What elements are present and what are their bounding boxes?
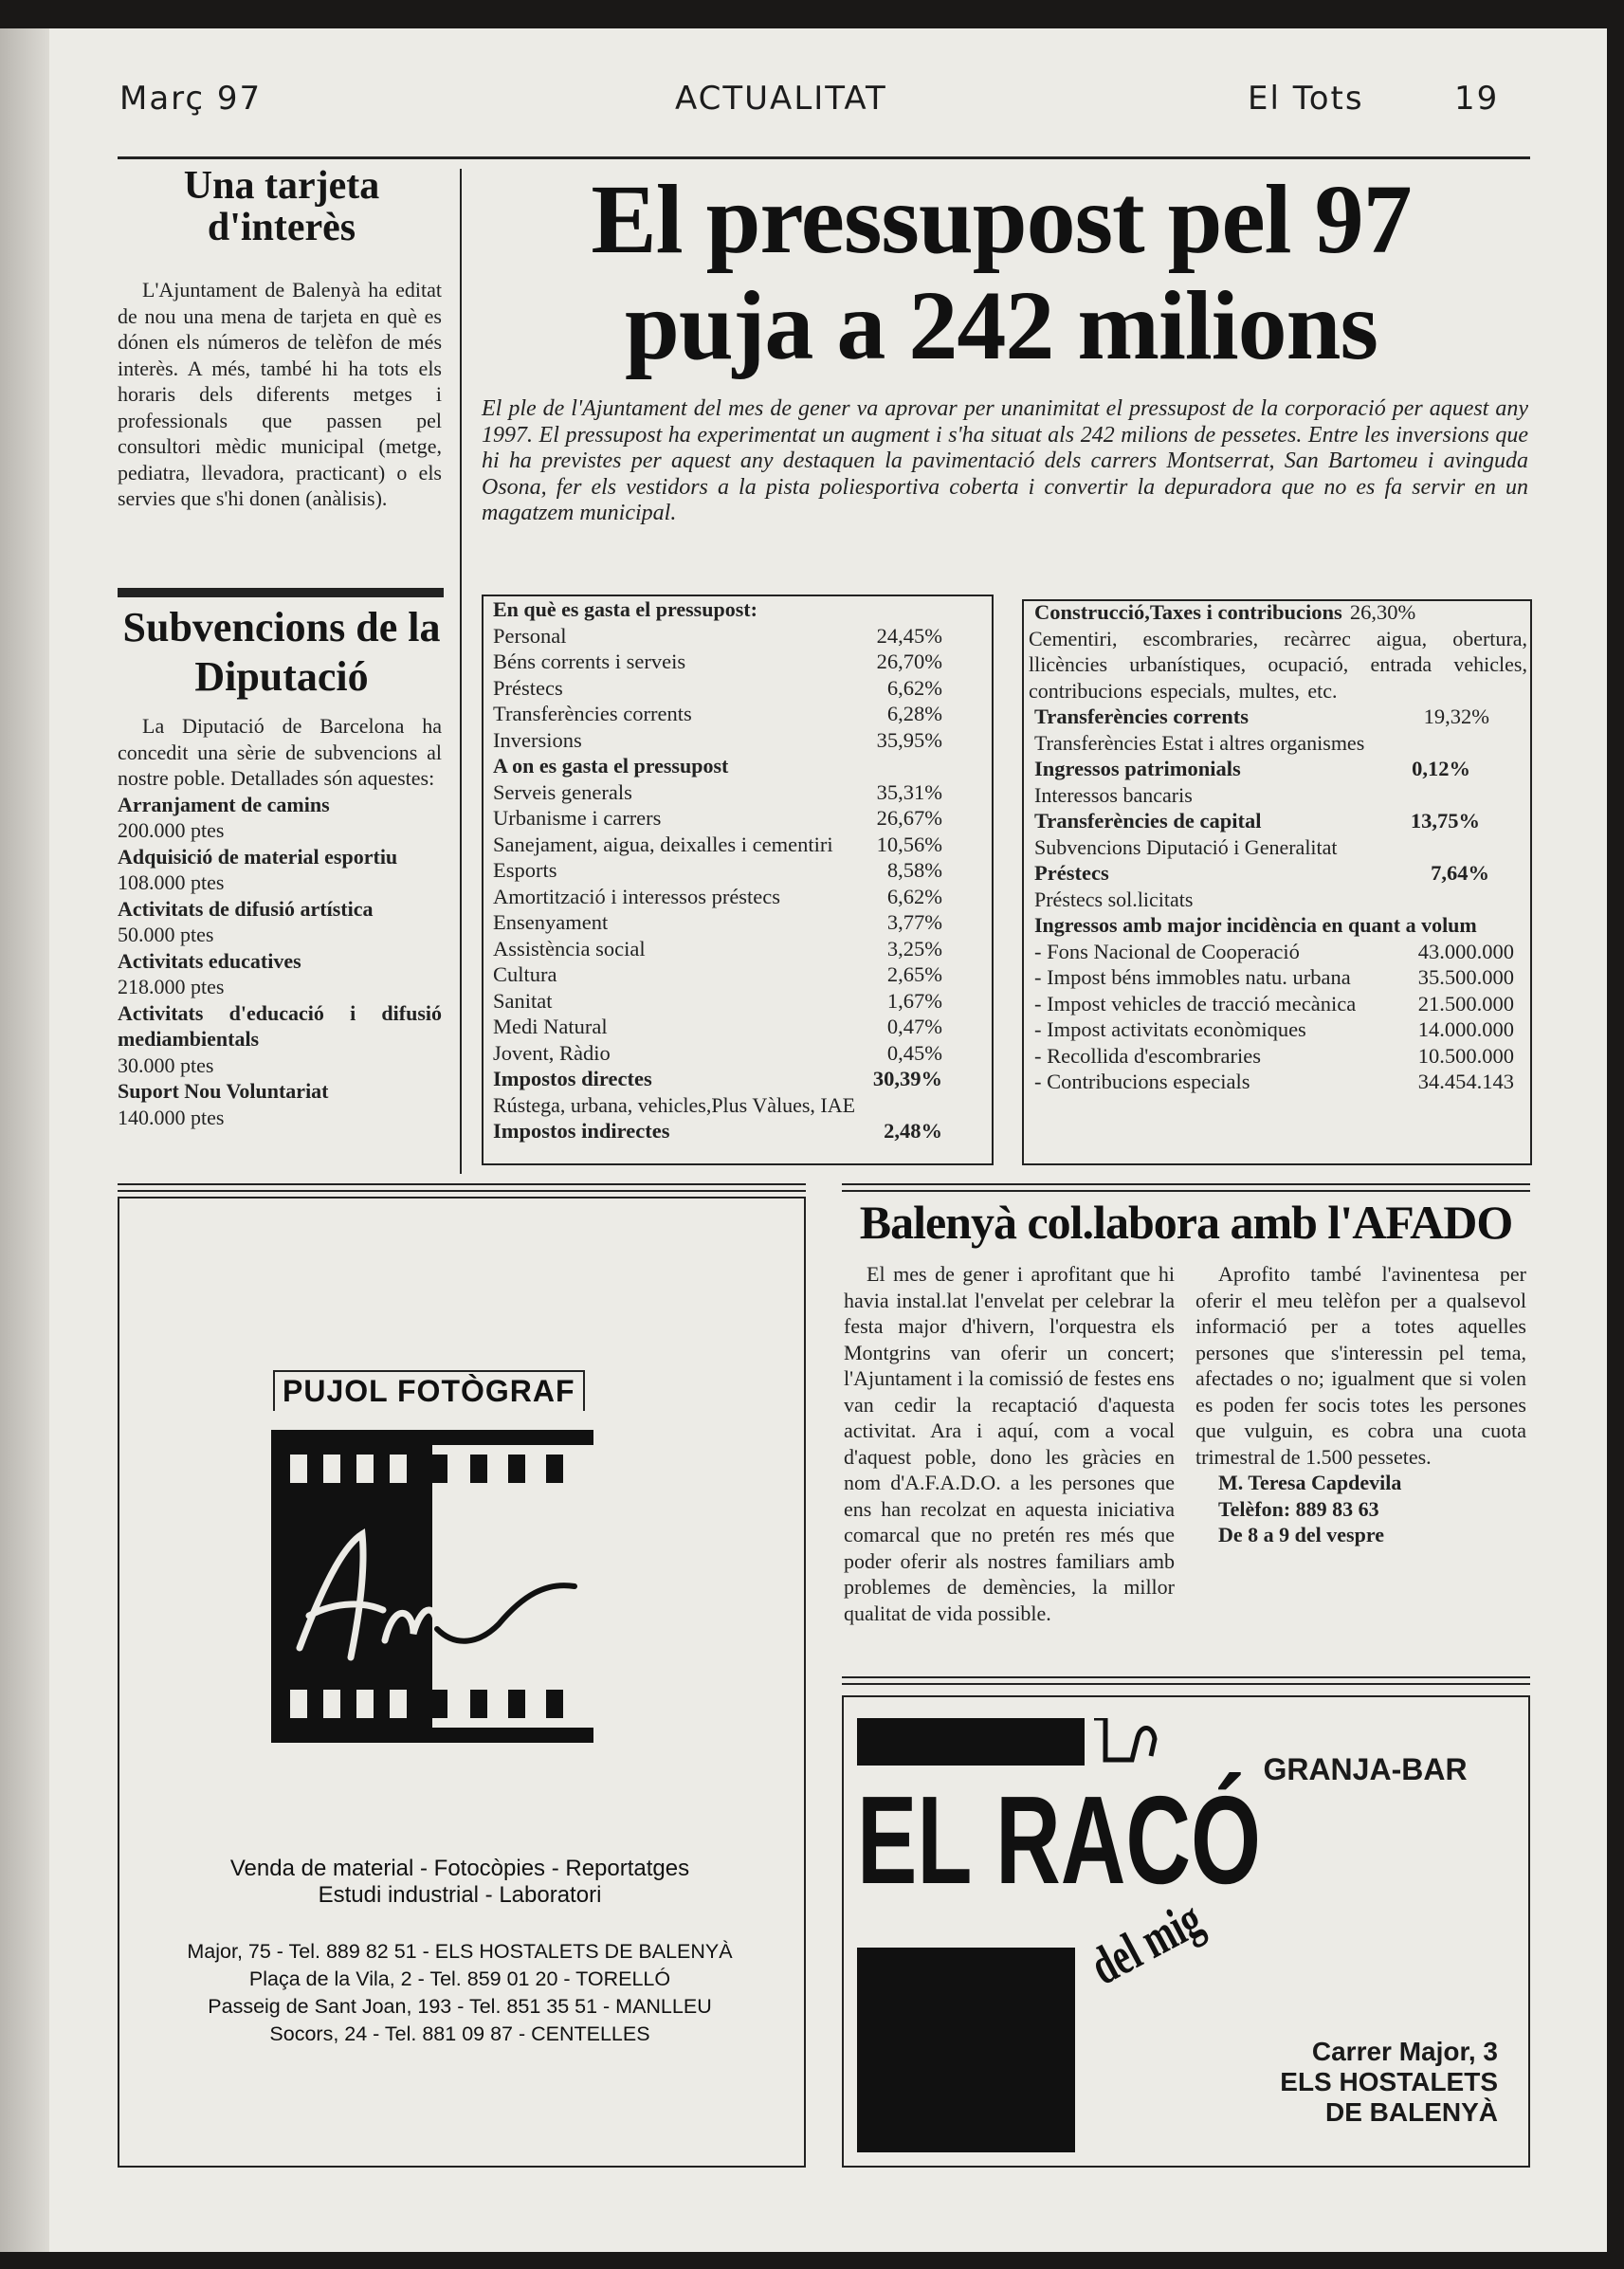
main-headline — [474, 167, 1528, 379]
row-value: 3,77% — [886, 910, 942, 934]
prestecs-row: Préstecs 7,64% — [1034, 861, 1489, 885]
subvencio-name: Adquisició de material esportiu — [118, 844, 398, 869]
table-row — [493, 675, 942, 702]
subvencions-title: Subvencions de la Diputació — [122, 604, 441, 700]
table-row — [493, 857, 942, 884]
row-value: 35.500.000 — [1417, 965, 1514, 989]
headline-line-1: El pressupost pel 97 — [591, 165, 1412, 274]
impostos-directes-detail: Rústega, urbana, vehicles,Plus Vàlues, IAE — [493, 1092, 856, 1117]
section-thick-rule — [118, 588, 444, 597]
raco-address-line-1: Carrer Major, 3 — [1311, 2037, 1498, 2066]
table-row — [493, 961, 942, 988]
afado-paragraph-1: El mes de gener i aprofitant que hi havia instal.lat l'envelat per celebrar la festa major d'hivern, l'orquestra els Montgrins van oferir un concert; l'Ajuntament i la comissió de festes ens van cedir la recaptació d'aquesta activitat. Ara i aquí, com a vocal d'aquest poble, dono les gràcies en nom d'A.F.A.D.O. a les persones que ens han recolzat en aquesta iniciativa comarcal que no pretén res més que poder oferir als nostres familiars amb problemes de demències, la millor qualitat de vida possible. — [844, 1262, 1175, 1625]
expense-heading: En què es gasta el pressupost: — [493, 597, 757, 621]
raco-address-line-3: DE BALENYÀ — [1324, 2097, 1498, 2127]
tarjeta-title: Una tarjeta d'interès — [183, 164, 380, 250]
table-row — [1034, 1069, 1514, 1095]
construccio-detail: Cementiri, escombraries, recàrrec aigua, obertura, llicències urbanístiques, ocupació, entrada vehicles, contribucions especials, multes, etc. — [1029, 626, 1527, 703]
header-page-number: 19 — [1454, 80, 1500, 118]
tarjeta-paragraph: L'Ajuntament de Balenyà ha editat de nou una mena de tarjeta en què es dónen els números de telèfon de més interès. A més, també hi ha tots els horaris dels diferents metges i professionals que passen pel consultori mèdic municipal (metge, pediatra, llevadora, practicant) o els servies que s'hi donen (anàlisis). — [118, 278, 442, 510]
table-row — [493, 649, 942, 675]
row-label: Medi Natural — [493, 1015, 608, 1038]
subvencio-amount: 200.000 ptes — [118, 818, 225, 842]
raco-top-rule-1 — [842, 1676, 1530, 1678]
transferencies-capital-detail: Subvencions Diputació i Generalitat — [1034, 834, 1338, 859]
pujol-addresses — [118, 1938, 802, 2048]
table-row — [493, 805, 942, 832]
ingressos-patrimonials-row: Ingressos patrimonials 0,12% — [1034, 757, 1470, 780]
film-strip-logo — [271, 1430, 593, 1743]
pujol-address-line: Socors, 24 - Tel. 881 09 87 - CENTELLES — [269, 2022, 650, 2045]
table-row — [493, 832, 942, 858]
table-row — [1034, 1016, 1514, 1043]
row-label: Ensenyament — [493, 910, 609, 934]
column-divider — [460, 169, 462, 1174]
page-spine — [0, 28, 49, 2252]
subvencions-intro: La Diputació de Barcelona ha concedit una sèrie de subvencions al nostre poble. Detallades són aquestes: — [118, 714, 442, 790]
header-magazine: El Tots — [1248, 80, 1364, 118]
afado-phone: Telèfon: 889 83 63 — [1218, 1496, 1379, 1521]
pujol-services — [118, 1856, 802, 1909]
subvencio-amount: 50.000 ptes — [118, 923, 214, 946]
row-value: 26,67% — [876, 806, 942, 830]
pujol-logo — [271, 1430, 593, 1743]
row-label: Sanejament, aigua, deixalles i cementiri — [493, 832, 833, 856]
raco-category: GRANJA-BAR — [1263, 1752, 1468, 1786]
row-value: 35,95% — [876, 727, 942, 752]
ingressos-patrimonials-detail: Interessos bancaris — [1034, 782, 1193, 807]
row-label: Jovent, Ràdio — [493, 1040, 611, 1065]
row-value: 21.500.000 — [1417, 991, 1514, 1016]
row-value: 3,25% — [886, 936, 942, 961]
construccio-row: Construcció,Taxes i contribucions 26,30% — [1034, 600, 1416, 624]
row-value: 0,47% — [886, 1015, 942, 1038]
pujol-address-line: Passeig de Sant Joan, 193 - Tel. 851 35 51 - MANLLEU — [208, 1995, 712, 2018]
afado-paragraph-2: Aprofito també l'avinentesa per oferir el meu telèfon per a qualsevol informació per a totes aquelles persones que s'interessin pel tema, afectades o no; igualment que si volen es poden fer socis totes les persones que vulguin, es cobra una cuota trimestral de 1.500 pessetes. — [1195, 1262, 1526, 1469]
subvencio-name: Activitats de difusió artística — [118, 896, 374, 921]
row-value: 24,45% — [876, 623, 942, 648]
subvencio-amount: 30.000 ptes — [118, 1052, 214, 1077]
table-row — [1034, 939, 1514, 965]
expense-rows — [493, 623, 942, 754]
area-rows — [493, 779, 942, 1067]
pujol-services-line-1: Venda de material - Fotocòpies - Reportatges — [229, 1856, 690, 1881]
table-row — [493, 1040, 942, 1067]
row-label: Urbanisme i carrers — [493, 806, 662, 830]
table-row — [493, 909, 942, 936]
subvencio-amount: 108.000 ptes — [118, 870, 225, 894]
transferencies-capital-row: Transferències de capital 13,75% — [1034, 809, 1480, 833]
pujol-services-line-2: Estudi industrial - Laboratori — [318, 1882, 602, 1908]
table-row — [493, 727, 942, 754]
row-value: 6,62% — [886, 675, 942, 700]
headline-line-2: puja a 242 milions — [625, 271, 1378, 380]
raco-logo-main: EL RACÓ — [857, 1770, 1261, 1910]
row-label: Amortització i interessos préstecs — [493, 884, 781, 908]
row-label: - Contribucions especials — [1034, 1070, 1250, 1093]
header-date: Març 97 — [119, 80, 263, 118]
raco-logo-sub: del mig — [1081, 1890, 1213, 1997]
budget-expense-table — [493, 596, 942, 1144]
row-label: Préstecs — [493, 675, 563, 700]
row-value: 6,28% — [886, 702, 942, 725]
row-label: Personal — [493, 623, 567, 648]
row-label: Béns corrents i serveis — [493, 650, 686, 673]
subvencio-amount: 218.000 ptes — [118, 975, 225, 998]
tarjeta-body — [118, 277, 442, 512]
table-row — [1034, 964, 1514, 991]
impostos-directes-row: Impostos directes 30,39% — [493, 1067, 942, 1090]
raco-top-rule-2 — [842, 1683, 1530, 1685]
row-value: 0,45% — [886, 1040, 942, 1065]
row-label: - Fons Nacional de Cooperació — [1034, 939, 1300, 963]
row-label: - Impost béns immobles natu. urbana — [1034, 965, 1351, 989]
volum-rows — [1029, 939, 1527, 1095]
row-label: Serveis generals — [493, 779, 632, 804]
subvencio-name: Suport Nou Voluntariat — [118, 1079, 329, 1103]
pujol-brand: PUJOL FOTÒGRAF — [273, 1370, 585, 1411]
raco-address — [1213, 2037, 1498, 2128]
table-row — [493, 623, 942, 650]
row-label: - Recollida d'escombraries — [1034, 1043, 1261, 1068]
row-label: Assistència social — [493, 936, 646, 961]
transferencies-corrents-row: Transferències corrents 19,32% — [1034, 704, 1489, 728]
row-value: 10.500.000 — [1417, 1043, 1514, 1068]
row-label: - Impost vehicles de tracció mecànica — [1034, 991, 1357, 1016]
afado-body — [844, 1261, 1526, 1659]
pujol-address-line: Plaça de la Vila, 2 - Tel. 859 01 20 - TORELLÓ — [248, 1967, 671, 1990]
table-row — [493, 779, 942, 806]
row-label: Cultura — [493, 962, 557, 986]
table-row — [1034, 1043, 1514, 1070]
table-row — [493, 936, 942, 962]
row-value: 10,56% — [876, 832, 942, 856]
row-label: - Impost activitats econòmiques — [1034, 1017, 1306, 1041]
row-value: 2,65% — [886, 962, 942, 986]
afado-top-rule-1 — [842, 1183, 1530, 1185]
table-row — [493, 884, 942, 910]
prestecs-detail: Préstecs sol.licitats — [1034, 887, 1194, 911]
header-rule — [118, 156, 1530, 159]
subvencions-body — [118, 713, 442, 1130]
row-label: Transferències corrents — [493, 702, 692, 725]
subvencio-name: Activitats d'educació i difusió mediambientals — [118, 1000, 442, 1051]
subvencio-name: Arranjament de camins — [118, 792, 330, 816]
row-label: Esports — [493, 858, 557, 882]
expense-heading-2: A on es gasta el pressupost — [493, 754, 729, 778]
ad-top-rule-2 — [118, 1190, 806, 1192]
row-value: 43.000.000 — [1417, 939, 1514, 963]
table-row — [493, 1014, 942, 1040]
table-row — [493, 701, 942, 727]
header-section: ACTUALITAT — [675, 80, 887, 118]
impostos-indirectes-row: Impostos indirectes 2,48% — [493, 1119, 942, 1143]
row-value: 35,31% — [876, 779, 942, 804]
row-value: 1,67% — [886, 988, 942, 1013]
row-value: 6,62% — [886, 884, 942, 908]
row-label: Sanitat — [493, 988, 553, 1013]
table-row — [493, 988, 942, 1015]
afado-hours: De 8 a 9 del vespre — [1218, 1523, 1384, 1546]
afado-signature: M. Teresa Capdevila — [1218, 1471, 1402, 1494]
row-value: 34.454.143 — [1417, 1070, 1514, 1093]
main-lede: El ple de l'Ajuntament del mes de gener va aprovar per unanimitat el pressupost de la corporació per aquest any 1997. El pressupost ha experimentat un augment i s'ha situat als 242 milions de pessetes. Entre les inversions que hi ha previstes per aquest any destaquen la pavimentació dels carrers Montserrat, San Bartomeu i avinguda Osona, fer els vestidors a la pista poliesportiva coberta i convertir la depuradora que no es fa servir en un magatzem municipal. — [482, 396, 1528, 525]
row-value: 8,58% — [886, 858, 942, 882]
pujol-address-line: Major, 75 - Tel. 889 82 51 - ELS HOSTALETS DE BALENYÀ — [187, 1940, 733, 1963]
raco-logo — [857, 1718, 1261, 2152]
budget-income-table — [1029, 599, 1527, 1095]
raco-address-line-2: ELS HOSTALETS — [1280, 2067, 1498, 2096]
row-label: Inversions — [493, 727, 582, 752]
row-value: 26,70% — [876, 650, 942, 673]
transferencies-corrents-detail: Transferències Estat i altres organismes — [1034, 730, 1365, 755]
subvencio-amount: 140.000 ptes — [118, 1105, 225, 1129]
subvencio-name: Activitats educatives — [118, 948, 301, 973]
major-incidencia-heading: Ingressos amb major incidència en quant a volum — [1034, 913, 1477, 937]
afado-top-rule-2 — [842, 1190, 1530, 1192]
table-row — [1034, 991, 1514, 1017]
row-value: 14.000.000 — [1417, 1017, 1514, 1041]
ad-top-rule-1 — [118, 1183, 806, 1185]
afado-title: Balenyà col.labora amb l'AFADO — [859, 1196, 1513, 1249]
subvencions-list — [118, 792, 442, 1131]
